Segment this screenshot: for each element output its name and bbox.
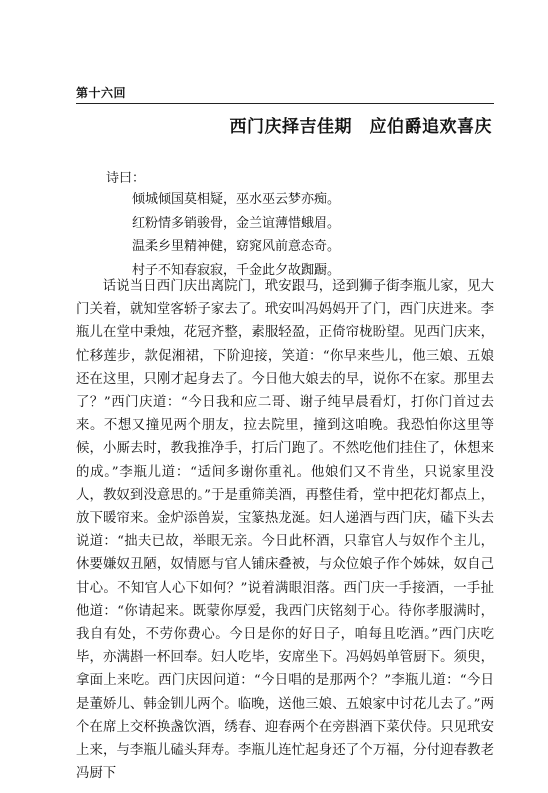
poem-line: 村子不知春寂寂，千金此夕故踟蹰。 [132,262,341,278]
header-rule [76,103,494,104]
poem-line: 倾城倾国莫相疑，巫水巫云梦亦痴。 [132,192,341,207]
chapter-title: 西门庆择吉佳期 应伯爵追欢喜庆 [229,117,492,137]
body-paragraph: 话说当日西门庆出离院门，玳安跟马，迳到狮子街李瓶儿家，见大门关着，就知堂客轿子家去了。玳安叫冯妈妈开了门，西门庆进来。李瓶儿在堂中秉烛，花冠齐整，素服轻盈，正倚帘栊盼望。见西门庆来，忙移莲步，款促湘裙，下阶迎接，笑道：“你早来些儿，他三娘、五娘还在这里，只刚才起身去了。今日他大娘去的早，说你不在家。那里去了？”西门庆道：“今日我和应二哥、谢子纯早晨看灯，打你门首过去来。不想又撞见两个朋友，拉去院里，撞到这咱晚。我恐怕你这里等候，小厮去时，教我推净手，打后门跑了。不然吃他们挂住了，休想来的成。”李瓶儿道：“适间多谢你重礼。他娘们又不肯坐，只说家里没人，教奴到没意思的。”于是重筛美酒，再整佳肴，堂中把花灯都点上，放下暖帘来。金炉添兽炭，宝篆热龙涎。妇人递酒与西门庆，磕下头去说道：“拙夫已故，举眼无亲。今日此杯酒，只靠官人与奴作个主儿，休要嫌奴丑陋，奴情愿与官人铺床叠被，与众位娘子作个姊妹，奴自己甘心。不知官人心下如何？”说着满眼泪落。西门庆一手接酒，一手扯他道：“你请起来。既蒙你厚爱，我西门庆铭刻于心。待你孝服满时，我自有处，不劳你费心。今日是你的好日子，咱每且吃酒。”西门庆吃毕，亦满斟一杯回奉。妇人吃毕，安席坐下。冯妈妈单管厨下。须臾，拿面上来吃。西门庆因问道：“今日唱的是那两个？”李瓶儿道：“今日是董娇儿、韩金钏儿两个。临晚，送他三娘、五娘家中讨花儿去了。”两个在席上交杯换盏饮酒，绣春、迎春两个在旁斟酒下菜伏侍。只见玳安上来，与李瓶儿磕头拜寿。李瓶儿连忙起身还了个万福，分付迎春教老冯厨下 [76,279,494,782]
poem-line: 红粉情多销骏骨，金兰谊薄惜蛾眉。 [132,215,341,231]
chapter-label: 第十六回 [76,86,127,100]
poem [132,188,340,282]
poem-line: 温柔乡里精神健，窈窕风前意态奇。 [132,239,341,254]
poem-intro: 诗曰： [106,171,146,186]
